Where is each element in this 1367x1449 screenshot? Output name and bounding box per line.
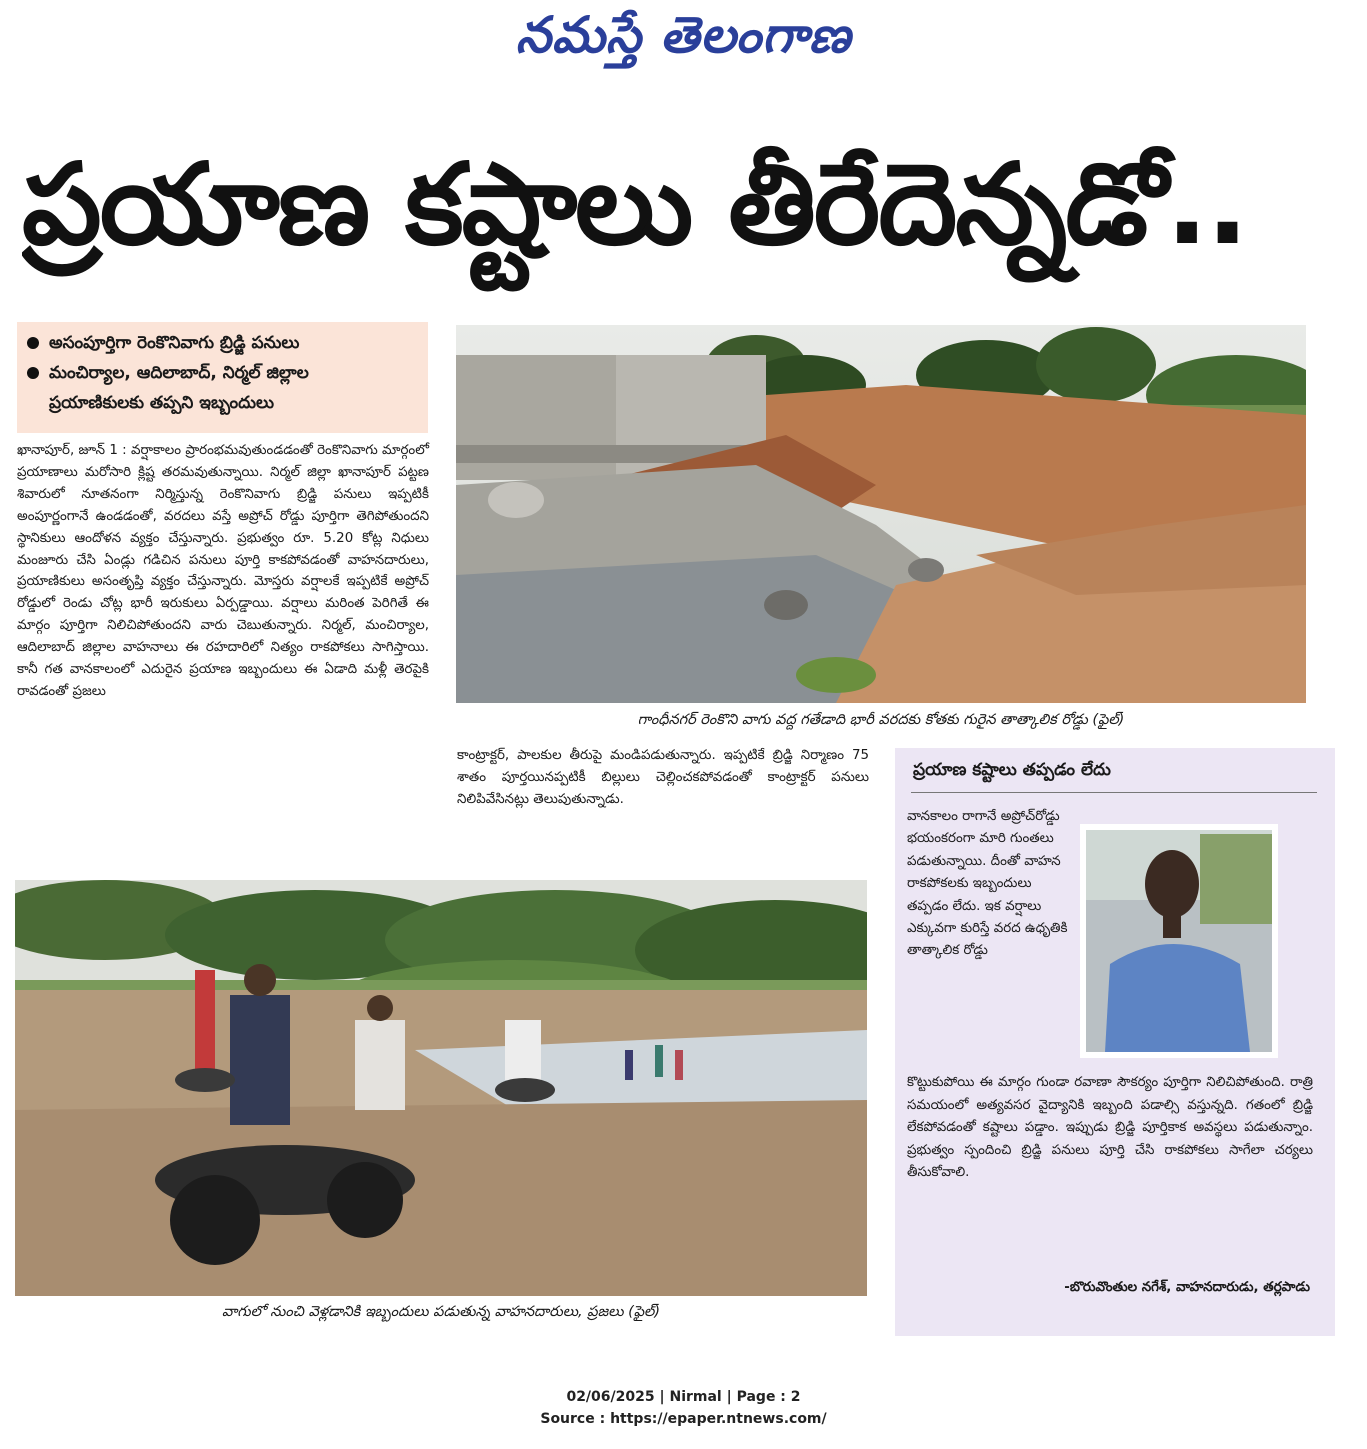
bridge-road-photo bbox=[456, 325, 1306, 703]
kicker-item bbox=[27, 388, 420, 418]
stream-crossing-photo-graphic bbox=[15, 880, 867, 1296]
bullet-icon bbox=[27, 337, 39, 349]
headline: ప్రయాణ కష్టాలు తీరేదెన్నడో.. bbox=[22, 140, 1247, 270]
photo-caption: గాంధీనగర్ రెంకొని వాగు వద్ద గతేడాది భారీ వరదకు కోతకు గురైన తాత్కాలిక రోడ్డు (ఫైల్) bbox=[637, 712, 1125, 728]
bridge-road-photo-graphic bbox=[456, 325, 1306, 703]
kicker-text: ప్రయాణికులకు తప్పని ఇబ్బందులు bbox=[49, 393, 274, 413]
kicker-text: అసంపూర్తిగా రెంకొనివాగు బ్రిడ్జి పనులు bbox=[49, 333, 300, 353]
article-column-2: కాంట్రాక్టర్, పాలకుల తీరుపై మండిపడుతున్నారు. ఇప్పటికే బ్రిడ్జి నిర్మాణం 75 శాతం పూర్తయినప్పటికీ బిల్లులు చెల్లించకపోవడంతో కాంట్రాక్టర్ పనులు నిలిపివేసినట్లు తెలుపుతున్నాడు. bbox=[457, 748, 869, 807]
divider bbox=[911, 792, 1317, 793]
sidebar-title: ప్రయాణ కష్టాలు తప్పడం లేదు bbox=[913, 760, 1111, 780]
portrait-frame bbox=[1080, 824, 1278, 1058]
kicker-box bbox=[17, 322, 428, 433]
quote-sidebar bbox=[895, 748, 1335, 1336]
article-column-1: ఖానాపూర్, జూన్ 1 : వర్షాకాలం ప్రారంభమవుతుండడంతో రెంకొనివాగు మార్గంలో ప్రయాణాలు మరోసారి క్లిష్ట తరమవుతున్నాయి. నిర్మల్ జిల్లా ఖానాపూర్ పట్టణ శివారులో నూతనంగా నిర్మిస్తున్న రెంకొనివాగు బ్రిడ్జి పనులు ఇప్పటికీ అంపూర్ణంగానే ఉండడంతో, వరదలు వస్తే అప్రోచ్ రోడ్డు పూర్తిగా తెగిపోతుందని స్థానికులు ఆందోళన వ్యక్తం చేస్తున్నారు. ప్రభుత్వం రూ. 5.20 కోట్ల నిధులు మంజూరు చేసి ఏండ్లు గడిచిన పనులు పూర్తి కాకపోవడంతో వాహనదారులు, ప్రయాణికులు అసంతృప్తి వ్యక్తం చేస్తున్నారు. మోస్తరు వర్షాలకే ఇప్పటికే అప్రోచ్ రోడ్డులో రెండు చోట్ల భారీ ఇరుకులు ఏర్పడ్డాయి. వర్షాలు మరింత పెరిగితే ఈ మార్గం పూర్తిగా నిలిచిపోతుందని వారు చెబుతున్నారు. నిర్మల్, మంచిర్యాల, ఆదిలాబాద్ జిల్లాల వాహనాలు ఈ రహదారిలో నిత్యం రాకపోకలు సాగిస్తాయి. కానీ గత వానకాలంలో ఎదురైన ప్రయాణ ఇబ్బందులు ఈ ఏడాది మళ్లీ తెరపైకి రావడంతో ప్రజలు bbox=[17, 443, 429, 699]
footer-date-line: 02/06/2025 | Nirmal | Page : 2 bbox=[566, 1389, 801, 1405]
sidebar-text: వానకాలం రాగానే అప్రోచ్‌రోడ్డు భయంకరంగా మారి గుంతలు పడుతున్నాయి. దీంతో వాహన రాకపోకలకు ఇబ్బందులు తప్పడం లేదు. ఇక వర్షాలు ఎక్కువగా కురిస్తే వరద ఉధృతికి తాత్కాలిక రోడ్డు bbox=[907, 809, 1068, 959]
kicker-text: మంచిర్యాల, ఆదిలాబాద్, నిర్మల్ జిల్లాల bbox=[49, 363, 309, 383]
bullet-icon bbox=[27, 367, 39, 379]
sidebar-credit: -బొరువొంతుల నగేశ్, వాహనదారుడు, తర్లపాడు bbox=[1064, 1280, 1310, 1295]
masthead-logo: నమస్తే తెలంగాణ bbox=[515, 6, 852, 64]
kicker-item bbox=[27, 358, 420, 388]
sidebar-text: కొట్టుకుపోయి ఈ మార్గం గుండా రవాణా సౌకర్యం పూర్తిగా నిలిచిపోతుంది. రాత్రి సమయంలో అత్యవసర వైద్యానికి ఇబ్బంది పడాల్సి వస్తున్నది. గతంలో బ్రిడ్జి లేకపోవడంతో కష్టాలు పడ్డాం. ఇప్పుడు బ్రిడ్జి పూర్తికాక అవస్థలు పడుతున్నాం. ప్రభుత్వం స్పందించి బ్రిడ్జి పనులు పూర్తి చేసి రాకపోకలు సాగేలా చర్యలు తీసుకోవాలి. bbox=[907, 1075, 1313, 1180]
kicker-item bbox=[27, 328, 420, 358]
portrait-photo bbox=[1080, 824, 1278, 1058]
stream-crossing-photo bbox=[15, 880, 867, 1296]
photo-caption: వాగులో నుంచి వెళ్లడానికి ఇబ్బందులు పడుతున్న వాహనదారులు, ప్రజలు (ఫైల్) bbox=[222, 1304, 660, 1320]
footer-source-line: Source : https://epaper.ntnews.com/ bbox=[540, 1411, 827, 1427]
